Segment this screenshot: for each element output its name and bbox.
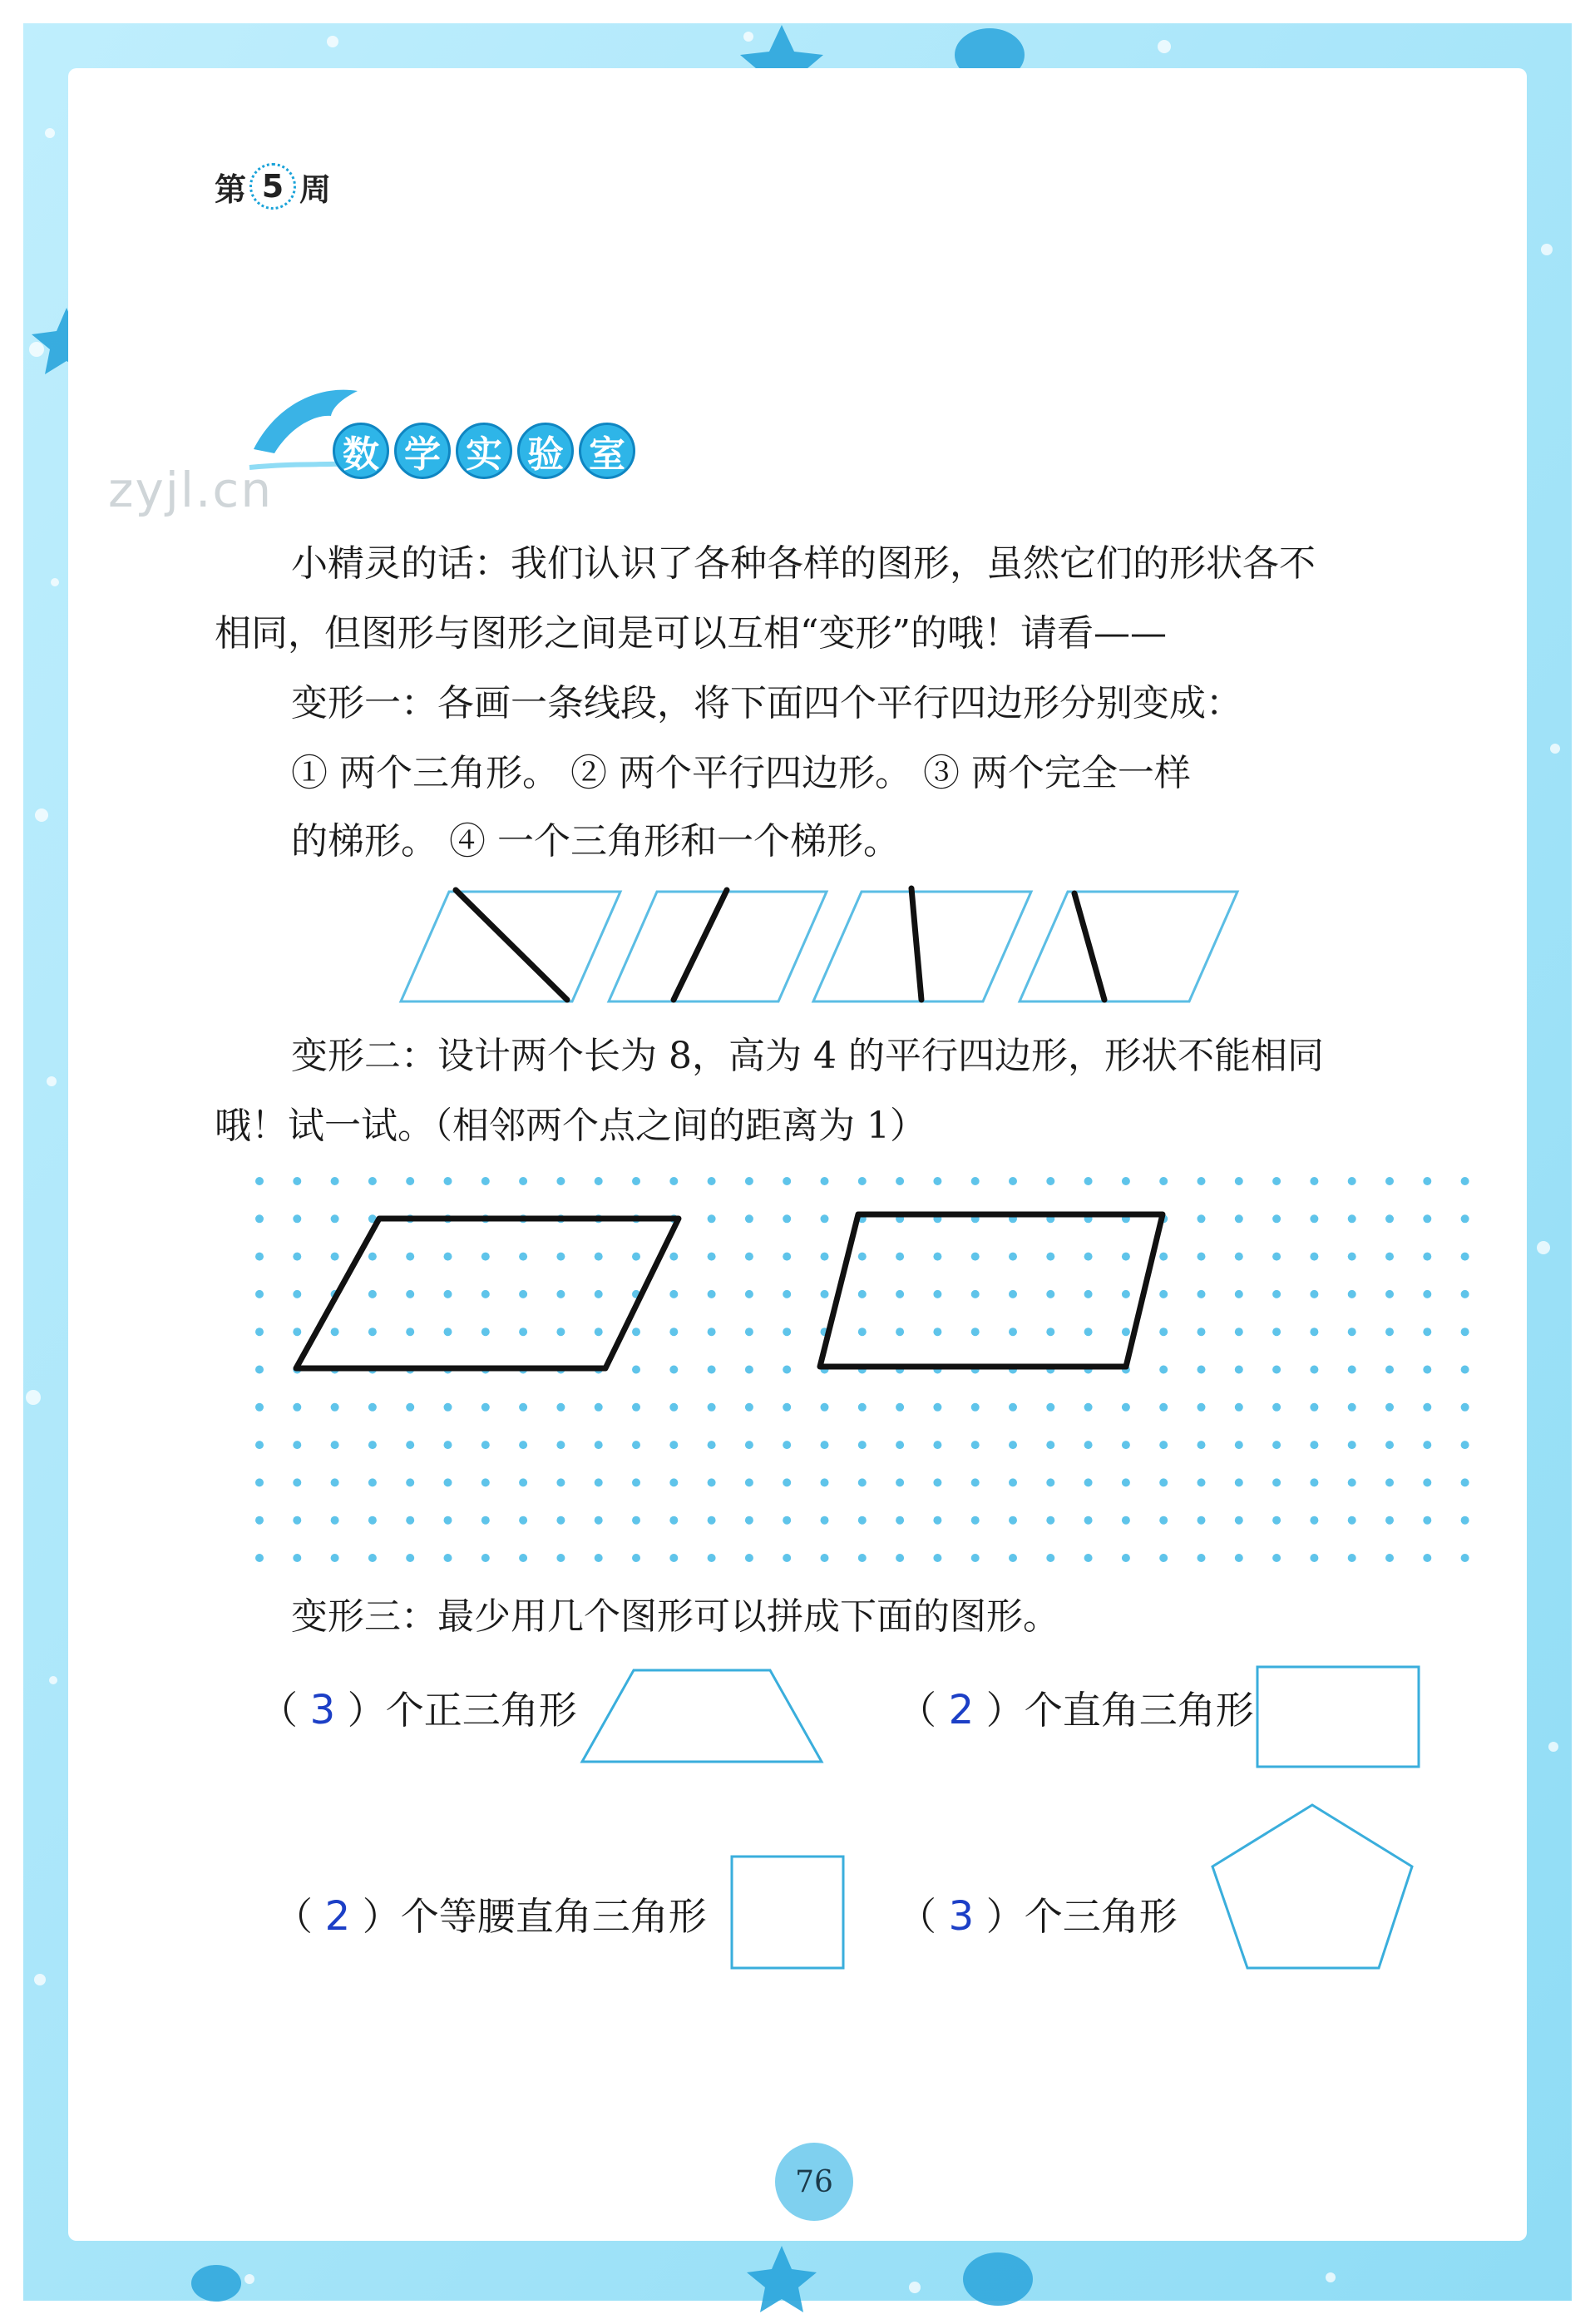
item-3-text: 个等腰直角三角形: [400, 1894, 707, 1939]
banner-char: 验: [517, 423, 574, 479]
trapezoid-shape: [582, 1670, 822, 1762]
intro-line-1: 小精灵的话：我们认识了各种各样的图形，虽然它们的形状各不: [291, 542, 1316, 585]
task3-item-4: （ 3 ）个三角形: [898, 1893, 1178, 1940]
banner-char: 室: [579, 423, 635, 479]
item-2-text: 个直角三角形: [1024, 1688, 1254, 1733]
square-shape: [732, 1857, 843, 1968]
task1-line-3: 的梯形。 ④ 一个三角形和一个梯形。: [291, 820, 900, 863]
task1-line-1: 变形一：各画一条线段，将下面四个平行四边形分别变成：: [291, 682, 1242, 724]
task3-item-2: （ 2 ）个直角三角形: [898, 1687, 1254, 1733]
intro-line-2: 相同，但图形与图形之间是可以互相“变形”的哦！请看——: [215, 612, 1167, 655]
page-number: 76: [775, 2143, 853, 2221]
banner-char: 学: [394, 423, 451, 479]
pentagon-shape: [1212, 1805, 1412, 1968]
task3-item-1: （ 3 ）个正三角形: [259, 1687, 577, 1733]
answer-4: 3: [948, 1893, 975, 1940]
answer-3: 2: [324, 1893, 351, 1940]
task3-item-3: （ 2 ）个等腰直角三角形: [274, 1893, 707, 1940]
week-prefix: 第: [215, 171, 247, 208]
item-4-text: 个三角形: [1024, 1894, 1178, 1939]
task1-line-2: ① 两个三角形。 ② 两个平行四边形。 ③ 两个完全一样: [291, 752, 1191, 794]
banner-char: 数: [333, 423, 389, 479]
watermark: zyjl.cn: [108, 462, 274, 518]
task3-line-1: 变形三：最少用几个图形可以拼成下面的图形。: [291, 1595, 1059, 1638]
task2-line-1: 变形二：设计两个长为 8，高为 4 的平行四边形，形状不能相同: [291, 1035, 1324, 1077]
answer-1: 3: [309, 1687, 336, 1733]
rectangle-shape: [1257, 1667, 1419, 1767]
banner-char: 实: [456, 423, 512, 479]
task2-line-2: 哦！试一试。（相邻两个点之间的距离为 1）: [215, 1105, 926, 1147]
item-1-text: 个正三角形: [385, 1688, 577, 1733]
answer-2: 2: [948, 1687, 975, 1733]
week-suffix: 周: [299, 171, 332, 208]
week-number: 5: [249, 163, 296, 210]
